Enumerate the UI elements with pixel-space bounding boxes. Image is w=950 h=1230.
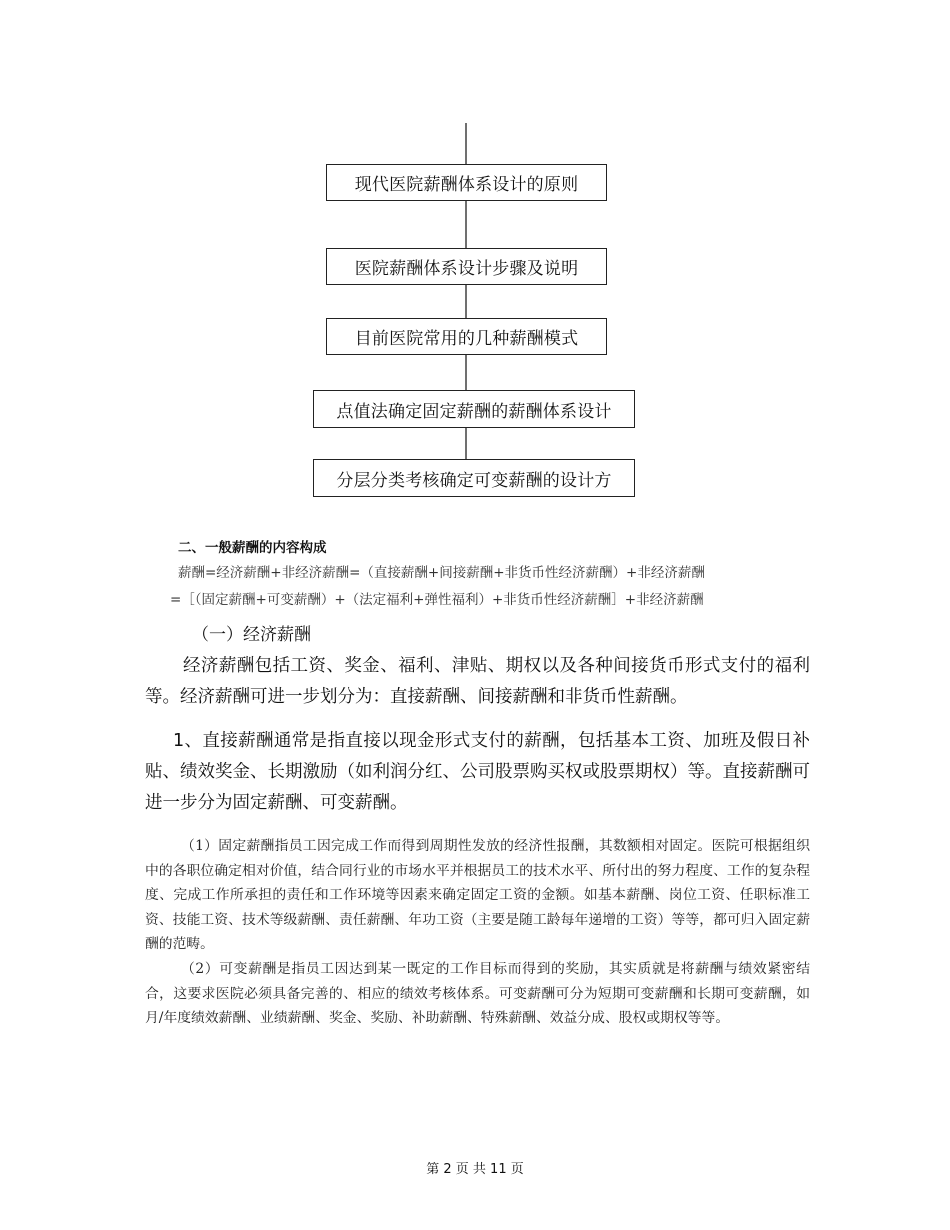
- flow-step-4-label: 点值法确定固定薪酬的薪酬体系设计: [336, 401, 612, 422]
- paragraph-4-text: （2）可变薪酬是指员工因达到某一既定的工作目标而得到的奖励，其实质就是将薪酬与绩效紧密结合，这要求医院必须具备完善的、相应的绩效考核体系。可变薪酬可分为短期可变薪酬和长期可变薪酬，如月/年度绩效薪酬、业绩薪酬、奖金、奖励、补助薪酬、特殊薪酬、效益分成、股权或期权等等。: [145, 961, 810, 1027]
- flow-step-4: [313, 390, 635, 428]
- flow-step-5: [313, 459, 635, 497]
- paragraph-1-text: 经济薪酬包括工资、奖金、福利、津贴、期权以及各种间接货币形式支付的福利等。经济薪酬可进一步划分为：直接薪酬、间接薪酬和非货币性薪酬。: [145, 656, 810, 707]
- flow-step-1-label: 现代医院薪酬体系设计的原则: [354, 175, 579, 195]
- paragraph-variable-compensation: [145, 957, 810, 1031]
- flow-step-2-label: 医院薪酬体系设计步骤及说明: [354, 259, 579, 279]
- formula-line-1: 薪酬=经济薪酬+非经济薪酬=（直接薪酬+间接薪酬+非货币性经济薪酬）+非经济薪酬: [178, 565, 705, 581]
- page-footer: 第 2 页 共 11 页: [426, 1162, 524, 1177]
- paragraph-direct-compensation: [145, 726, 810, 819]
- flow-step-1: [326, 164, 607, 201]
- paragraph-2-text: 1、直接薪酬通常是指直接以现金形式支付的薪酬，包括基本工资、加班及假日补贴、绩效奖金、长期激励（如利润分红、公司股票购买权或股票期权）等。直接薪酬可进一步分为固定薪酬、可变薪酬。: [145, 731, 810, 813]
- paragraph-3-text: （1）固定薪酬指员工因完成工作而得到周期性发放的经济性报酬，其数额相对固定。医院可根据组织中的各职位确定相对价值，结合同行业的市场水平并根据员工的技术水平、所付出的努力程度、工作的复杂程度、完成工作所承担的责任和工作环境等因素来确定固定工资的金额。如基本薪酬、岗位工资、任职标准工资、技能工资、技术等级薪酬、责任薪酬、年功工资（主要是随工龄每年递增的工资）等等，都可归入固定薪酬的范畴。: [145, 838, 810, 953]
- paragraph-fixed-compensation: [145, 834, 810, 957]
- flow-step-2: [326, 248, 607, 285]
- section-heading: 二、一般薪酬的内容构成: [178, 540, 327, 556]
- flow-step-5-label: 分层分类考核确定可变薪酬的设计方: [336, 470, 612, 491]
- flow-step-3: [326, 318, 607, 355]
- paragraph-economic-compensation: [145, 651, 810, 713]
- subheading-economic-compensation: （一）经济薪酬: [192, 625, 311, 645]
- flow-step-3-label: 目前医院常用的几种薪酬模式: [354, 329, 579, 349]
- formula-line-2: =［（固定薪酬+可变薪酬）+（法定福利+弹性福利）+非货币性经济薪酬］+非经济薪酬: [170, 592, 704, 608]
